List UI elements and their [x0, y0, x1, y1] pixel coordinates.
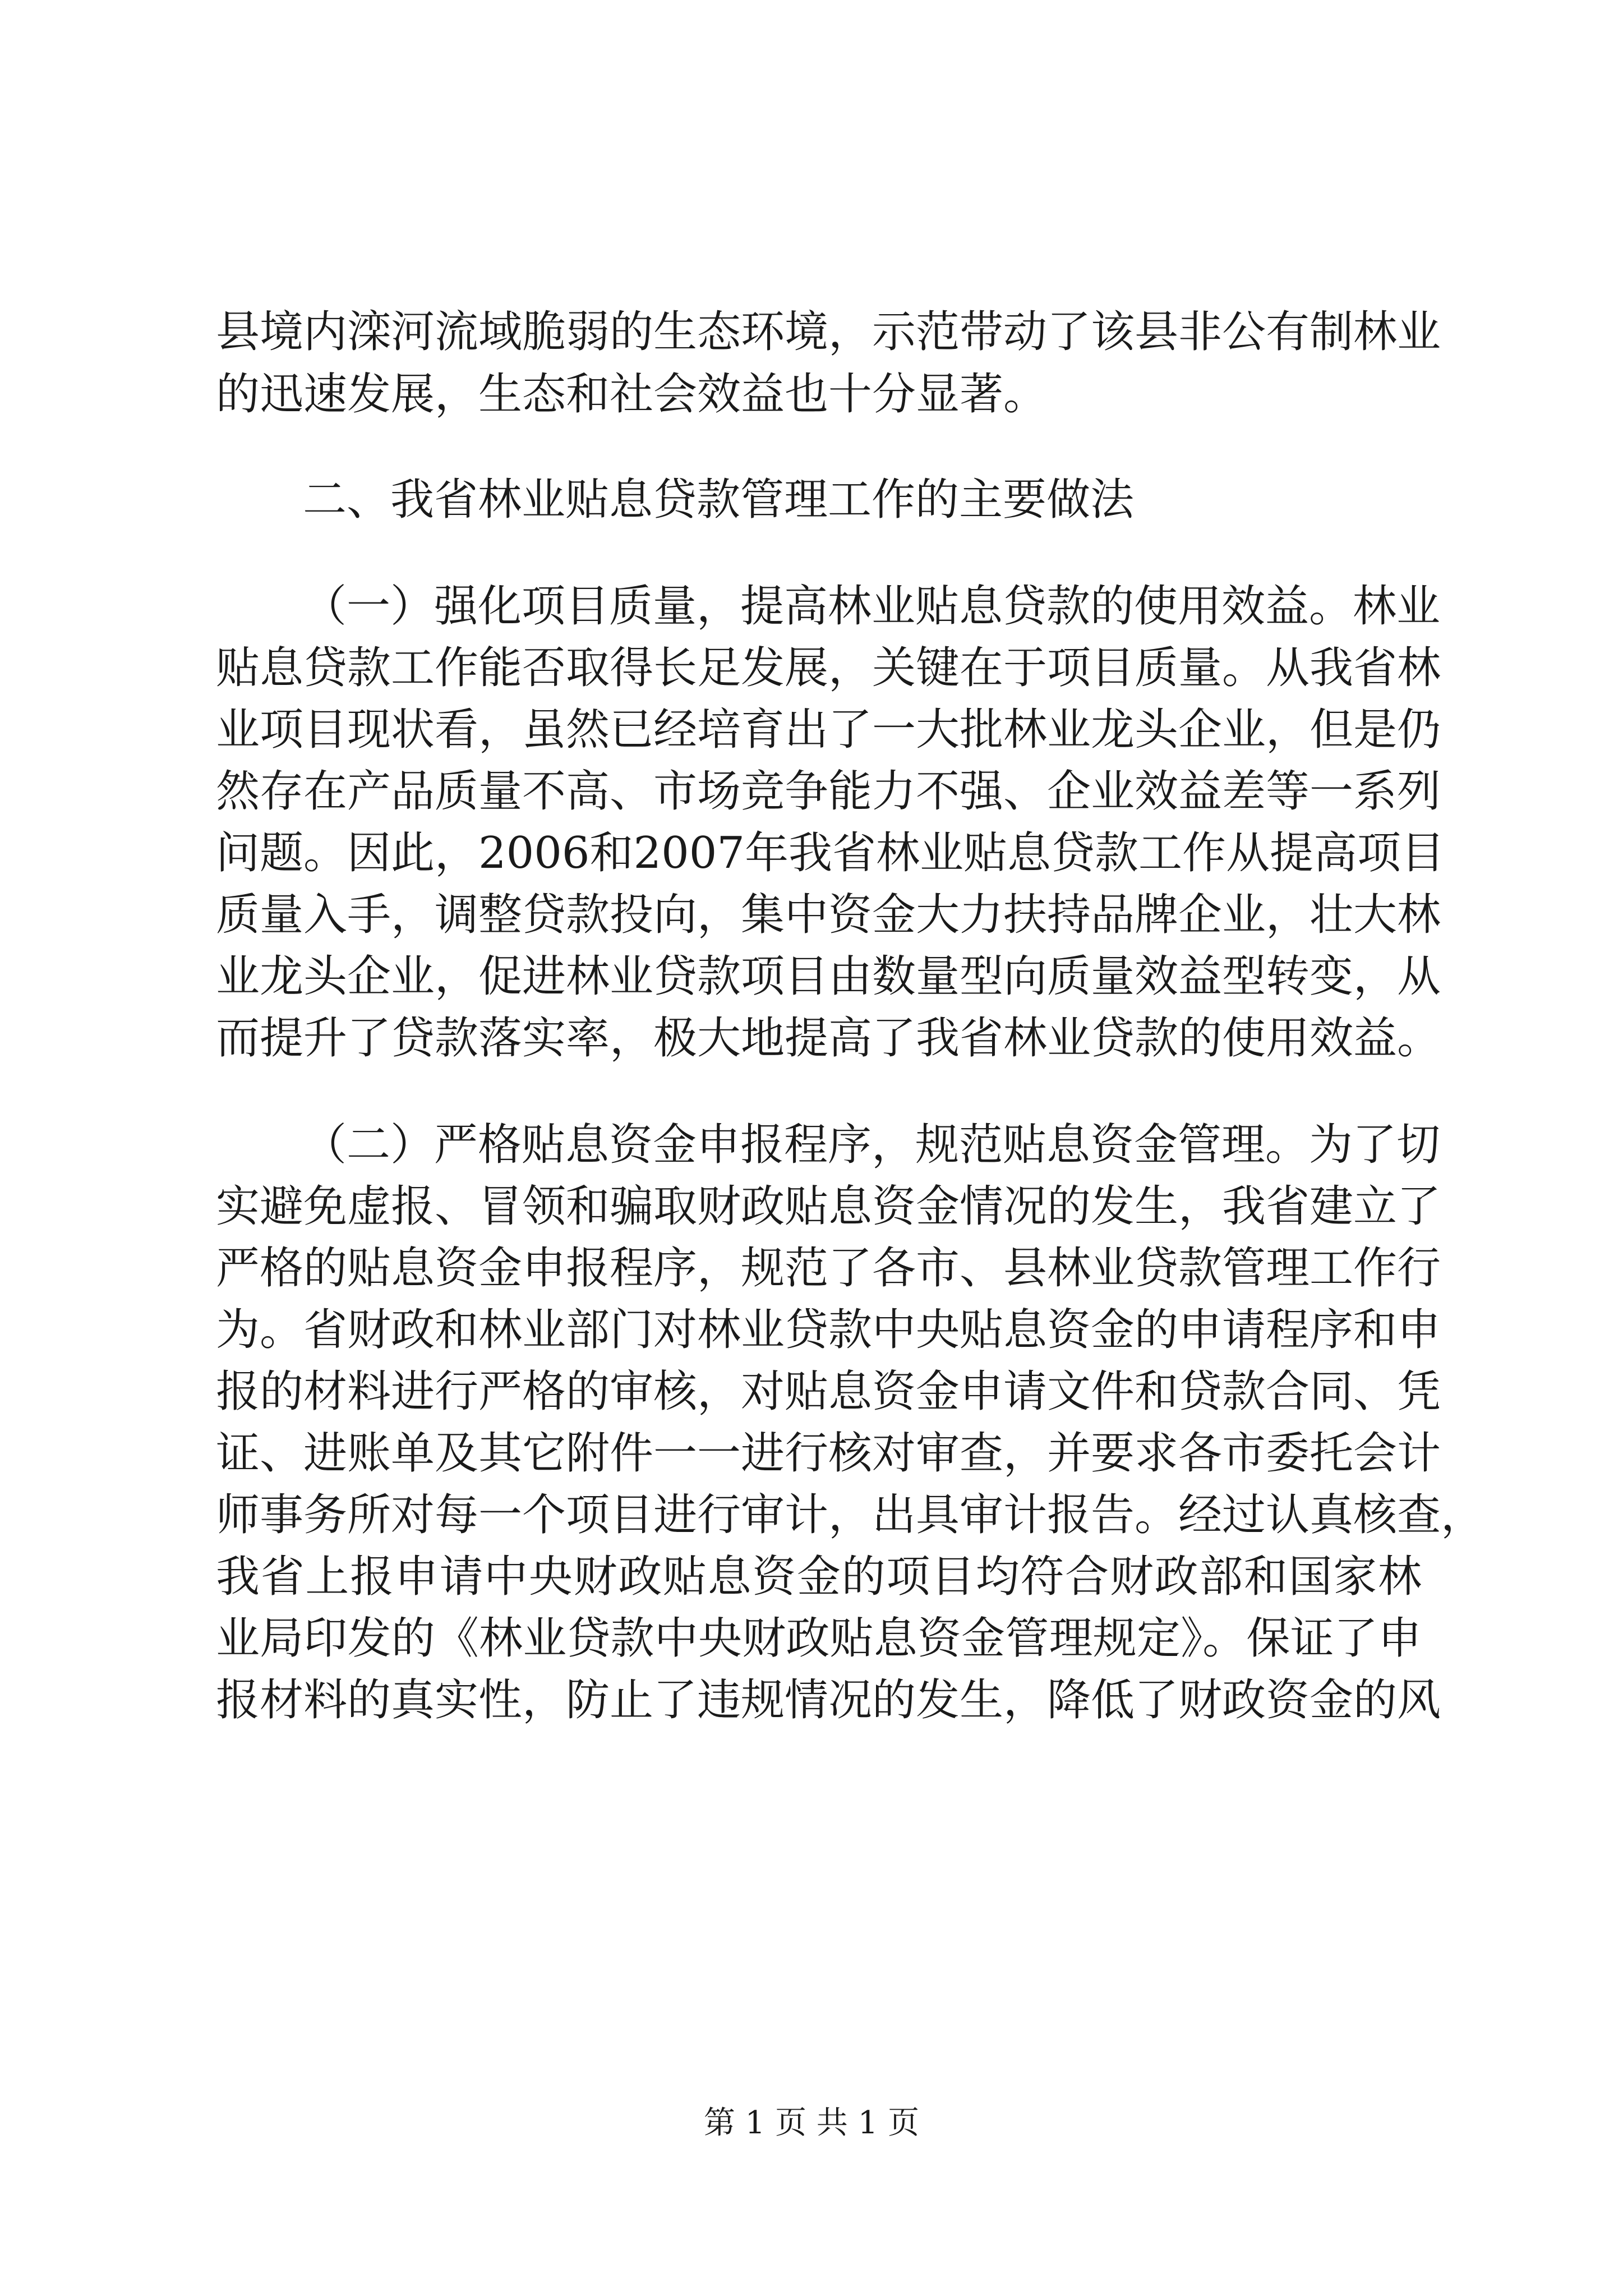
- body-text-line: 我省上报申请中央财政贴息资金的项目均符合财政部和国家林: [216, 1552, 1422, 1602]
- body-text-line: 师事务所对每一个项目进行审计，出具审计报告。经过认真核查，: [216, 1490, 1485, 1540]
- body-text-line: 县境内滦河流域脆弱的生态环境，示范带动了该县非公有制林业: [216, 307, 1441, 357]
- body-text-line: 报材料的真实性，防止了违规情况的发生，降低了财政资金的风: [216, 1675, 1441, 1726]
- body-text-line: 业项目现状看，虽然已经培育出了一大批林业龙头企业，但是仍: [216, 705, 1441, 755]
- body-text-line: 报的材料进行严格的审核，对贴息资金申请文件和贷款合同、凭: [216, 1366, 1441, 1417]
- body-text-line: 实避免虚报、冒领和骗取财政贴息资金情况的发生，我省建立了: [216, 1181, 1441, 1232]
- body-text-line: 业龙头企业，促进林业贷款项目由数量型向质量效益型转变，从: [216, 951, 1441, 1002]
- body-text-line: 业局印发的《林业贷款中央财政贴息资金管理规定》。保证了申: [216, 1613, 1422, 1664]
- section-heading: 二、我省林业贴息贷款管理工作的主要做法: [303, 475, 1135, 525]
- paragraph-start-line: （二）严格贴息资金申报程序，规范贴息资金管理。为了切: [303, 1120, 1441, 1170]
- body-text-line: 质量入手，调整贷款投向，集中资金大力扶持品牌企业，壮大林: [216, 890, 1441, 940]
- page-footer: 第 1 页 共 1 页: [703, 2105, 920, 2141]
- body-text-line: 贴息贷款工作能否取得长足发展，关键在于项目质量。从我省林: [216, 643, 1441, 693]
- body-text-line: 证、进账单及其它附件一一进行核对审查，并要求各市委托会计: [216, 1428, 1441, 1479]
- body-text-line: 问题。因此，2006和2007年我省林业贴息贷款工作从提高项目: [216, 828, 1445, 878]
- body-text-line: 然存在产品质量不高、市场竞争能力不强、企业效益差等一系列: [216, 766, 1441, 817]
- paragraph-start-line: （一）强化项目质量，提高林业贴息贷款的使用效益。林业: [303, 581, 1441, 632]
- body-text-line: 而提升了贷款落实率，极大地提高了我省林业贷款的使用效益。: [216, 1013, 1441, 1064]
- body-text-line: 严格的贴息资金申报程序，规范了各市、县林业贷款管理工作行: [216, 1243, 1441, 1294]
- body-text-line: 为。省财政和林业部门对林业贷款中央贴息资金的申请程序和申: [216, 1305, 1441, 1355]
- body-text-line: 的迅速发展，生态和社会效益也十分显著。: [216, 369, 1048, 420]
